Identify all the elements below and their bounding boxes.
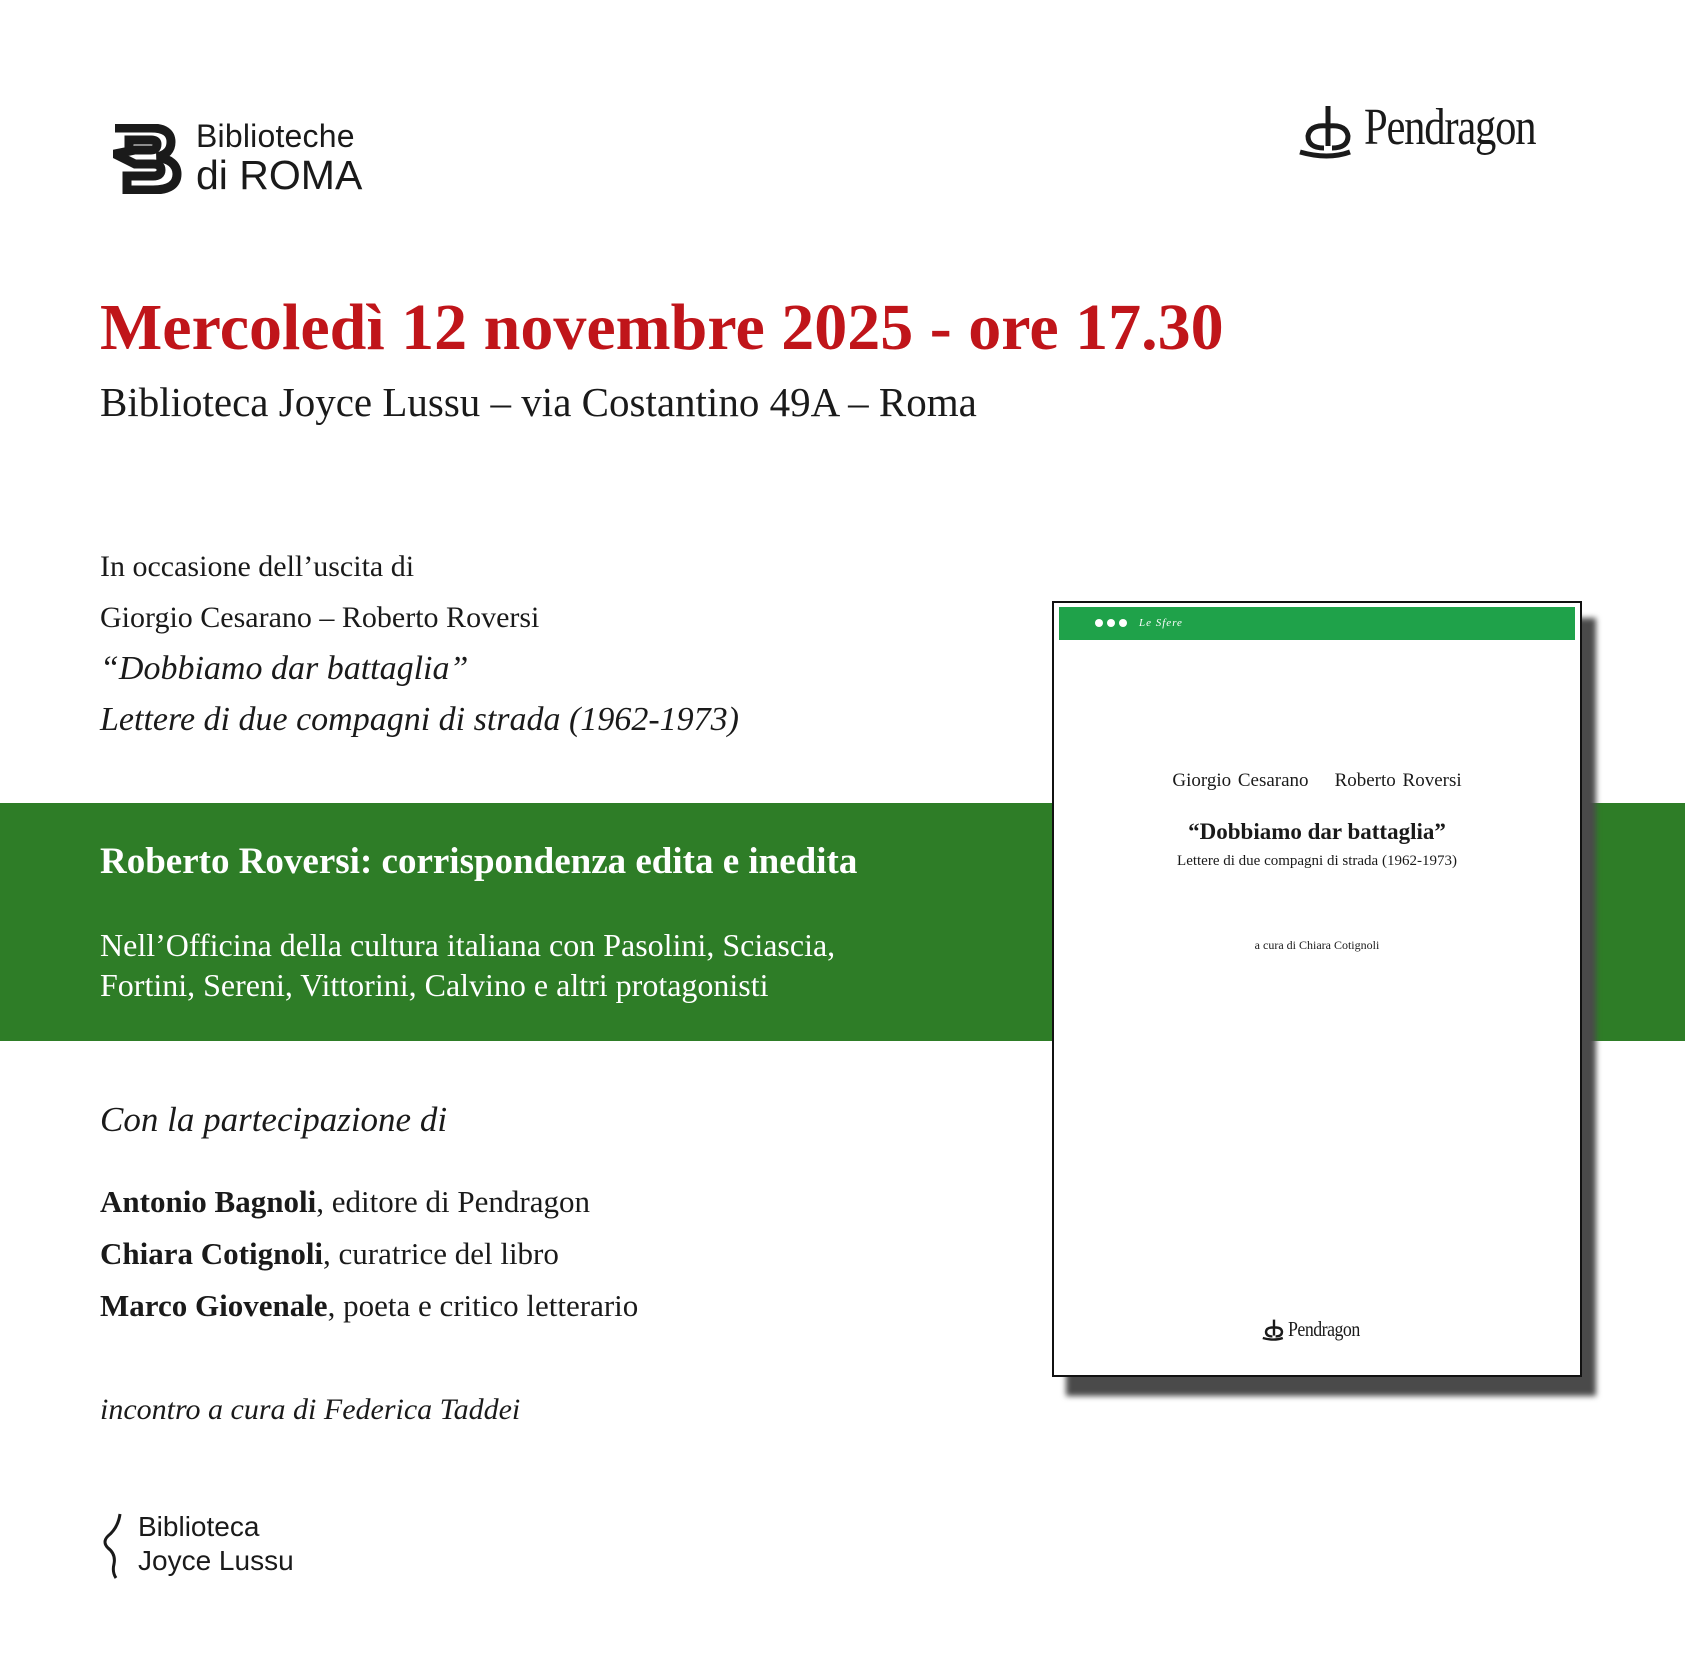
intro-authors: Giorgio Cesarano – Roberto Roversi: [100, 601, 540, 634]
pendragon-mark-icon: [1298, 102, 1358, 162]
band-subtitle: [100, 925, 835, 1005]
participant-role: , editore di Pendragon: [316, 1184, 590, 1219]
participant-role: , curatrice del libro: [323, 1236, 559, 1271]
participant-row: [100, 1176, 638, 1228]
band-subtitle-line: Fortini, Sereni, Vittorini, Calvino e altri protagonisti: [100, 967, 769, 1003]
intro-book-subtitle: Lettere di due compagni di strada (1962-1973): [100, 701, 739, 738]
biblioteche-di-roma-logo: [113, 120, 403, 200]
participant-name: Antonio Bagnoli: [100, 1184, 317, 1219]
book-author: Roberto Roversi: [1334, 770, 1462, 791]
participant-role: , poeta e critico letterario: [327, 1288, 639, 1323]
participant-name: Marco Giovenale: [100, 1288, 328, 1323]
book-editor: a cura di Chiara Cotignoli: [1254, 938, 1380, 952]
intro-line: In occasione dell’uscita di: [100, 550, 415, 583]
logo-line-1: Biblioteche: [196, 118, 355, 154]
logo-line-1: Biblioteca: [138, 1511, 260, 1542]
series-dots-icon: [1095, 619, 1127, 627]
book-subtitle: Lettere di due compagni di strada (1962-1973): [1177, 853, 1457, 869]
book-title: “Dobbiamo dar battaglia”: [1188, 819, 1446, 844]
book-author: Giorgio Cesarano: [1172, 770, 1309, 791]
event-date-time: Mercoledì 12 novembre 2025 - ore 17.30: [100, 291, 1224, 364]
participants-list: [100, 1176, 638, 1332]
joyce-lussu-mark-icon: [100, 1512, 128, 1580]
biblioteche-b-icon: [113, 124, 193, 194]
pendragon-mark-icon: [1262, 1318, 1286, 1342]
participants-heading: Con la partecipazione di: [100, 1100, 448, 1139]
book-series-bar: [1059, 607, 1575, 640]
band-title: Roberto Roversi: corrispondenza edita e inedita: [100, 841, 858, 882]
book-publisher-name: Pendragon: [1287, 1317, 1360, 1341]
biblioteca-joyce-lussu-logo: [100, 1510, 330, 1582]
event-venue: Biblioteca Joyce Lussu – via Costantino 49A – Roma: [100, 379, 977, 425]
participant-row: [100, 1280, 638, 1332]
logo-line-2: Joyce Lussu: [138, 1545, 294, 1576]
book-publisher: [1054, 1317, 1580, 1342]
band-subtitle-line: Nell’Officina della cultura italiana con Pasolini, Sciascia,: [100, 927, 836, 963]
intro-book-title: “Dobbiamo dar battaglia”: [100, 650, 469, 687]
logo-line-2: di ROMA: [196, 152, 363, 198]
participant-row: [100, 1228, 638, 1280]
book-authors: [1054, 770, 1580, 792]
pendragon-logo: [1298, 98, 1588, 168]
participant-name: Chiara Cotignoli: [100, 1236, 324, 1271]
pendragon-wordmark: Pendragon: [1364, 99, 1536, 156]
curated-by: incontro a cura di Federica Taddei: [100, 1393, 521, 1426]
book-cover: [1052, 601, 1582, 1377]
book-series-name: Le Sfere: [1139, 617, 1183, 629]
intro-block: [100, 541, 739, 745]
